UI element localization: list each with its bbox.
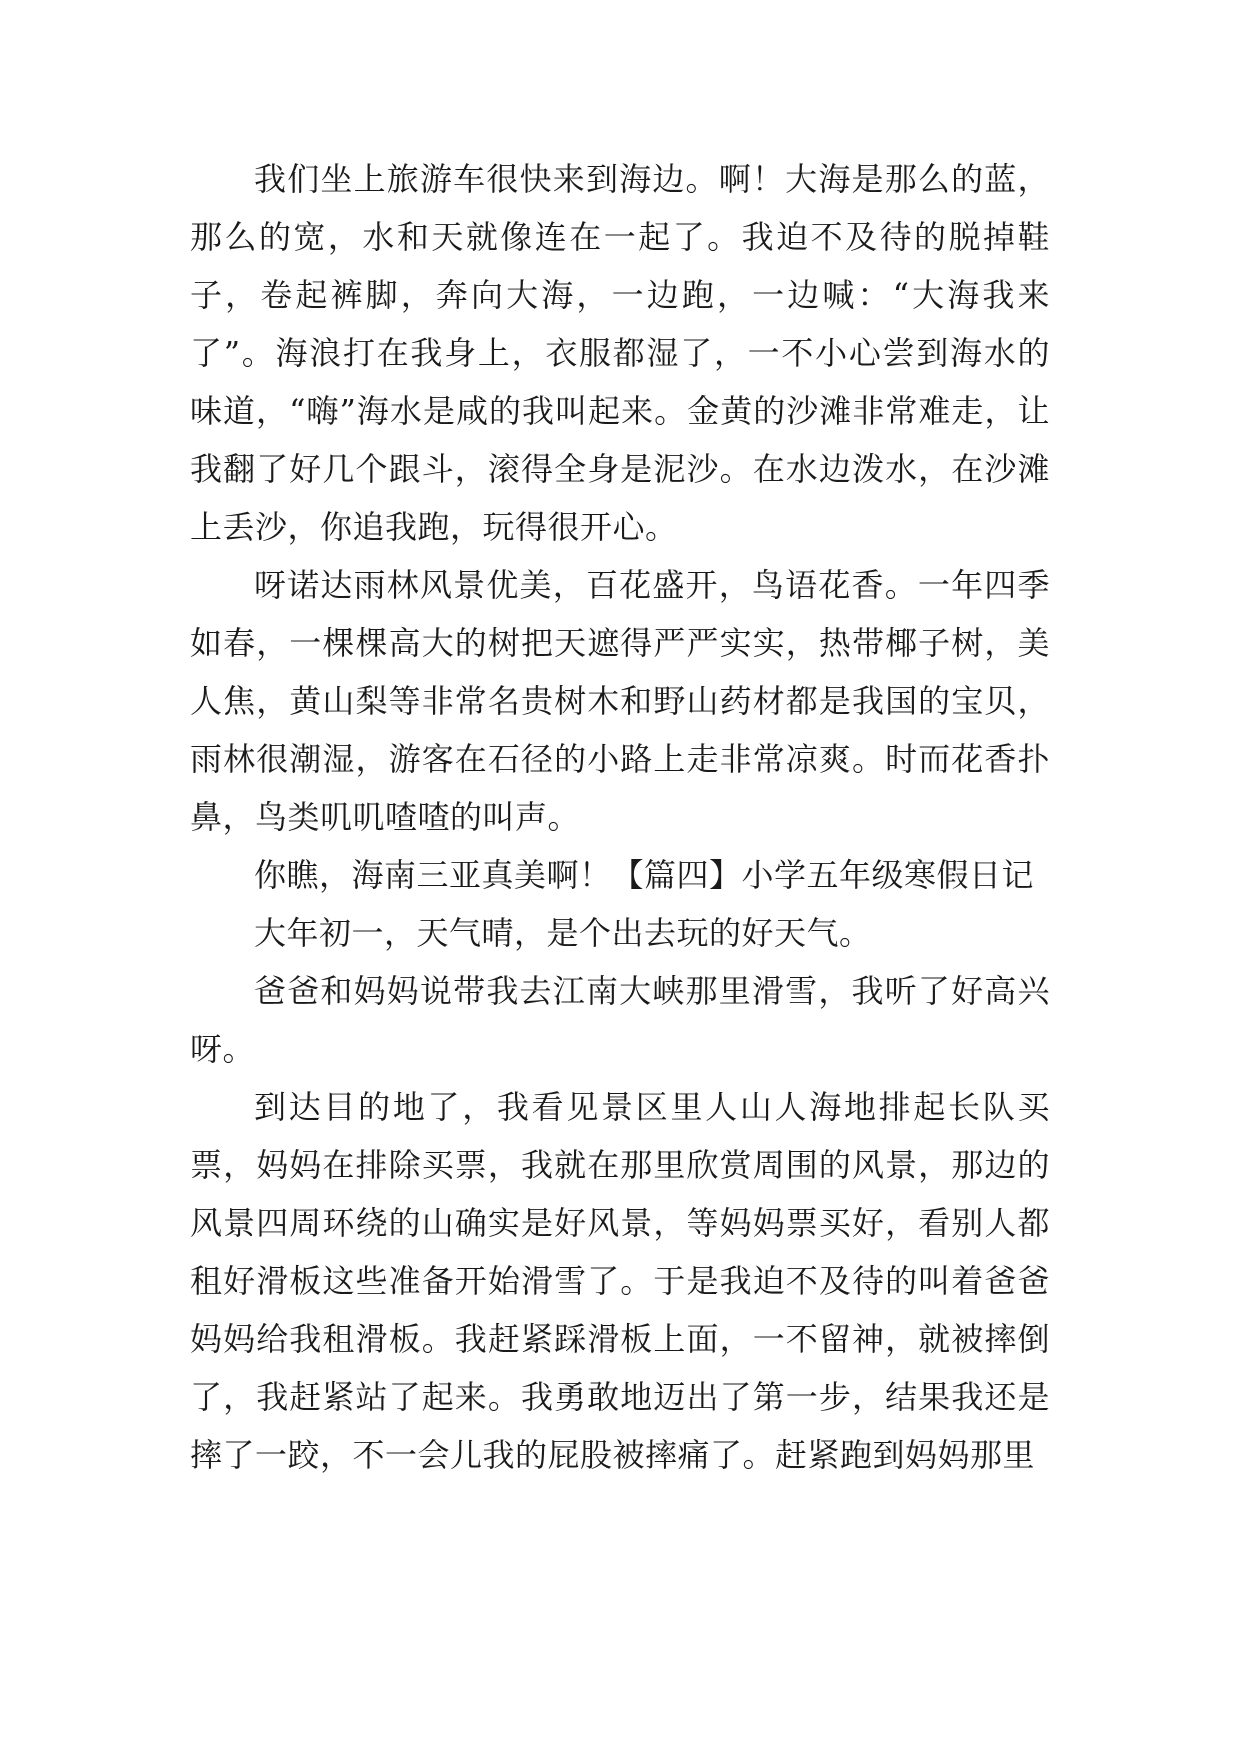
document-body (190, 150, 1050, 1484)
paragraph-sanya-heading: 你瞧，海南三亚真美啊！【篇四】小学五年级寒假日记 (254, 856, 1035, 894)
paragraph-beach: 我们坐上旅游车很快来到海边。啊！大海是那么的蓝，那么的宽，水和天就像连在一起了。我迫不及待的脱掉鞋子，卷起裤脚，奔向大海，一边跑，一边喊：“大海我来了”。海浪打在我身上，衣服都湿了，一不小心尝到海水的味道，“嗨”海水是咸的我叫起来。金黄的沙滩非常难走，让我翻了好几个跟斗，滚得全身是泥沙。在水边泼水，在沙滩上丢沙，你追我跑，玩得很开心。 (190, 160, 1050, 546)
paragraph-skiing-plan: 爸爸和妈妈说带我去江南大峡那里滑雪，我听了好高兴呀。 (190, 972, 1050, 1068)
paragraph-rainforest: 呀诺达雨林风景优美，百花盛开，鸟语花香。一年四季如春，一棵棵高大的树把天遮得严严实实，热带椰子树，美人焦，黄山梨等非常名贵树木和野山药材都是我国的宝贝，雨林很潮湿，游客在石径的小路上走非常凉爽。时而花香扑鼻，鸟类叽叽喳喳的叫声。 (190, 566, 1050, 836)
paragraph-new-year: 大年初一，天气晴，是个出去玩的好天气。 (254, 914, 872, 952)
paragraph-skiing: 到达目的地了，我看见景区里人山人海地排起长队买票，妈妈在排除买票，我就在那里欣赏周围的风景，那边的风景四周环绕的山确实是好风景，等妈妈票买好，看别人都租好滑板这些准备开始滑雪了。于是我迫不及待的叫着爸爸妈妈给我租滑板。我赶紧踩滑板上面，一不留神，就被摔倒了，我赶紧站了起来。我勇敢地迈出了第一步，结果我还是摔了一跤，不一会儿我的屁股被摔痛了。赶紧跑到妈妈那里 (190, 1088, 1050, 1474)
